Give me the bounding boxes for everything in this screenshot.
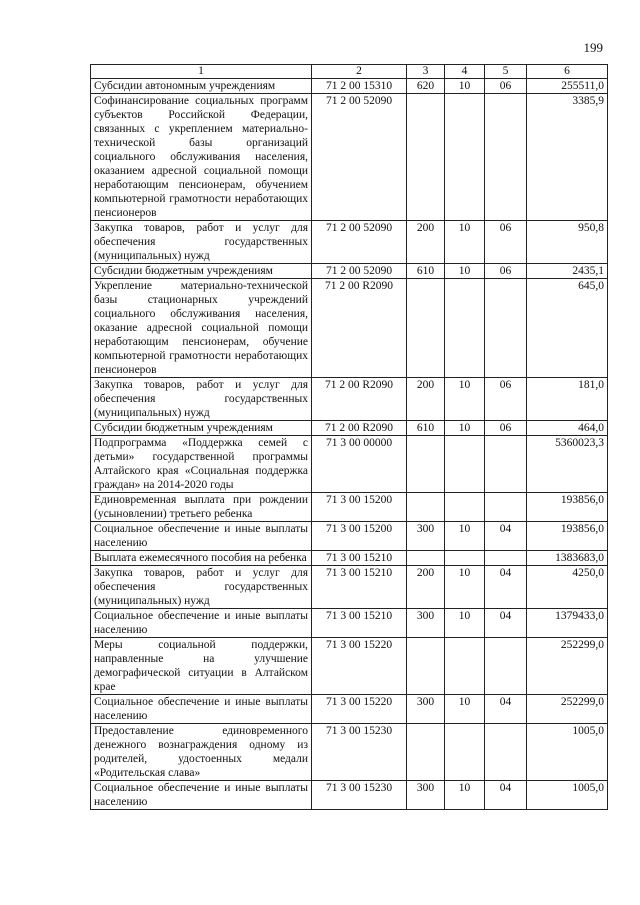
row-subsection-cell: 04 [485, 609, 527, 638]
row-expense-type-cell [407, 724, 445, 781]
row-name-cell: Предоставление единовременного денежного вознаграждения одному из родителей, удостоенных медали «Родительская слава» [91, 724, 312, 781]
row-code-cell: 71 2 00 R2090 [312, 279, 407, 378]
row-amount-cell: 1005,0 [527, 724, 608, 781]
row-expense-type-cell [407, 279, 445, 378]
row-expense-type-cell: 300 [407, 522, 445, 551]
column-header: 4 [445, 65, 485, 79]
row-name-cell: Закупка товаров, работ и услуг для обеспечения государственных (муниципальных) нужд [91, 221, 312, 264]
row-code-cell: 71 3 00 15210 [312, 566, 407, 609]
table-row [91, 566, 608, 609]
row-code-cell: 71 3 00 15200 [312, 493, 407, 522]
row-section-cell: 10 [445, 695, 485, 724]
row-amount-cell: 193856,0 [527, 522, 608, 551]
row-subsection-cell [485, 551, 527, 566]
column-header: 2 [312, 65, 407, 79]
row-section-cell: 10 [445, 522, 485, 551]
row-subsection-cell: 06 [485, 221, 527, 264]
row-expense-type-cell [407, 94, 445, 221]
row-name-cell: Выплата ежемесячного пособия на ребенка [91, 551, 312, 566]
table-header-row [91, 65, 608, 79]
row-section-cell [445, 638, 485, 695]
row-expense-type-cell [407, 638, 445, 695]
row-amount-cell: 3385,9 [527, 94, 608, 221]
table-row [91, 522, 608, 551]
row-expense-type-cell: 300 [407, 781, 445, 810]
table-row [91, 221, 608, 264]
row-amount-cell: 1005,0 [527, 781, 608, 810]
row-section-cell: 10 [445, 609, 485, 638]
row-name-cell: Субсидии бюджетным учреждениям [91, 264, 312, 279]
row-section-cell: 10 [445, 79, 485, 94]
row-amount-cell: 4250,0 [527, 566, 608, 609]
row-name-cell: Социальное обеспечение и иные выплаты населению [91, 695, 312, 724]
row-name-cell: Субсидии бюджетным учреждениям [91, 421, 312, 436]
row-subsection-cell [485, 493, 527, 522]
row-expense-type-cell: 620 [407, 79, 445, 94]
row-code-cell: 71 2 00 52090 [312, 221, 407, 264]
table-row [91, 551, 608, 566]
row-name-cell: Закупка товаров, работ и услуг для обеспечения государственных (муниципальных) нужд [91, 378, 312, 421]
row-name-cell: Закупка товаров, работ и услуг для обеспечения государственных (муниципальных) нужд [91, 566, 312, 609]
row-name-cell: Социальное обеспечение и иные выплаты населению [91, 781, 312, 810]
table-row [91, 695, 608, 724]
row-code-cell: 71 2 00 15310 [312, 79, 407, 94]
table-row [91, 79, 608, 94]
row-code-cell: 71 3 00 15220 [312, 695, 407, 724]
row-amount-cell: 181,0 [527, 378, 608, 421]
budget-table [90, 64, 608, 810]
row-amount-cell: 464,0 [527, 421, 608, 436]
row-subsection-cell: 06 [485, 79, 527, 94]
row-amount-cell: 950,8 [527, 221, 608, 264]
row-subsection-cell [485, 436, 527, 493]
table-row [91, 94, 608, 221]
row-code-cell: 71 3 00 00000 [312, 436, 407, 493]
row-section-cell [445, 279, 485, 378]
row-amount-cell: 255511,0 [527, 79, 608, 94]
row-expense-type-cell: 200 [407, 378, 445, 421]
row-subsection-cell: 06 [485, 421, 527, 436]
row-code-cell: 71 3 00 15230 [312, 724, 407, 781]
row-name-cell: Социальное обеспечение и иные выплаты населению [91, 522, 312, 551]
row-subsection-cell: 04 [485, 522, 527, 551]
row-name-cell: Единовременная выплата при рождении (усыновлении) третьего ребенка [91, 493, 312, 522]
row-amount-cell: 645,0 [527, 279, 608, 378]
row-expense-type-cell: 610 [407, 264, 445, 279]
row-code-cell: 71 2 00 52090 [312, 94, 407, 221]
row-code-cell: 71 3 00 15220 [312, 638, 407, 695]
page-number: 199 [583, 40, 603, 55]
table-row [91, 724, 608, 781]
table-row [91, 781, 608, 810]
row-code-cell: 71 2 00 R2090 [312, 421, 407, 436]
row-section-cell: 10 [445, 378, 485, 421]
table-row [91, 436, 608, 493]
row-code-cell: 71 3 00 15210 [312, 551, 407, 566]
row-section-cell [445, 94, 485, 221]
row-section-cell [445, 724, 485, 781]
table-row [91, 279, 608, 378]
row-code-cell: 71 2 00 R2090 [312, 378, 407, 421]
row-section-cell [445, 493, 485, 522]
row-amount-cell: 1379433,0 [527, 609, 608, 638]
row-name-cell: Меры социальной поддержки, направленные на улучшение демографической ситуации в Алтайском крае [91, 638, 312, 695]
row-name-cell: Субсидии автономным учреждениям [91, 79, 312, 94]
row-subsection-cell: 04 [485, 566, 527, 609]
table-row [91, 638, 608, 695]
row-section-cell: 10 [445, 221, 485, 264]
row-expense-type-cell: 300 [407, 695, 445, 724]
row-subsection-cell [485, 638, 527, 695]
row-section-cell [445, 436, 485, 493]
column-header: 5 [485, 65, 527, 79]
row-section-cell: 10 [445, 264, 485, 279]
row-subsection-cell [485, 94, 527, 221]
row-section-cell: 10 [445, 566, 485, 609]
column-header: 3 [407, 65, 445, 79]
row-name-cell: Подпрограмма «Поддержка семей с детьми» государственной программы Алтайского края «Социальная поддержка граждан» на 2014-2020 годы [91, 436, 312, 493]
row-amount-cell: 252299,0 [527, 695, 608, 724]
row-amount-cell: 193856,0 [527, 493, 608, 522]
table-row [91, 264, 608, 279]
row-code-cell: 71 3 00 15200 [312, 522, 407, 551]
row-amount-cell: 5360023,3 [527, 436, 608, 493]
table-row [91, 378, 608, 421]
row-name-cell: Социальное обеспечение и иные выплаты населению [91, 609, 312, 638]
row-subsection-cell: 04 [485, 695, 527, 724]
row-subsection-cell: 06 [485, 264, 527, 279]
row-code-cell: 71 2 00 52090 [312, 264, 407, 279]
row-subsection-cell: 06 [485, 378, 527, 421]
row-amount-cell: 252299,0 [527, 638, 608, 695]
row-code-cell: 71 3 00 15230 [312, 781, 407, 810]
row-expense-type-cell: 300 [407, 609, 445, 638]
row-expense-type-cell [407, 551, 445, 566]
table-row [91, 609, 608, 638]
row-expense-type-cell [407, 493, 445, 522]
row-code-cell: 71 3 00 15210 [312, 609, 407, 638]
row-subsection-cell [485, 724, 527, 781]
row-subsection-cell: 04 [485, 781, 527, 810]
row-section-cell: 10 [445, 421, 485, 436]
row-expense-type-cell: 200 [407, 566, 445, 609]
row-expense-type-cell: 610 [407, 421, 445, 436]
column-header: 1 [91, 65, 312, 79]
row-section-cell [445, 551, 485, 566]
row-expense-type-cell [407, 436, 445, 493]
row-subsection-cell [485, 279, 527, 378]
row-expense-type-cell: 200 [407, 221, 445, 264]
table-row [91, 421, 608, 436]
row-section-cell: 10 [445, 781, 485, 810]
row-amount-cell: 2435,1 [527, 264, 608, 279]
row-amount-cell: 1383683,0 [527, 551, 608, 566]
column-header: 6 [527, 65, 608, 79]
row-name-cell: Укрепление материально-технической базы стационарных учреждений социального обслуживания населения, оказание адресной социальной помощи неработающим пенсионерам, обучение компьютерной грамотности неработающих пенсионеров [91, 279, 312, 378]
row-name-cell: Софинансирование социальных программ субъектов Российской Федерации, связанных с укреплением материально-технической базы организаций социального обслуживания населения, оказанием адресной социальной помощи неработающим пенсионерам, обучением компьютерной грамотности неработающих пенсионеров [91, 94, 312, 221]
table-row [91, 493, 608, 522]
